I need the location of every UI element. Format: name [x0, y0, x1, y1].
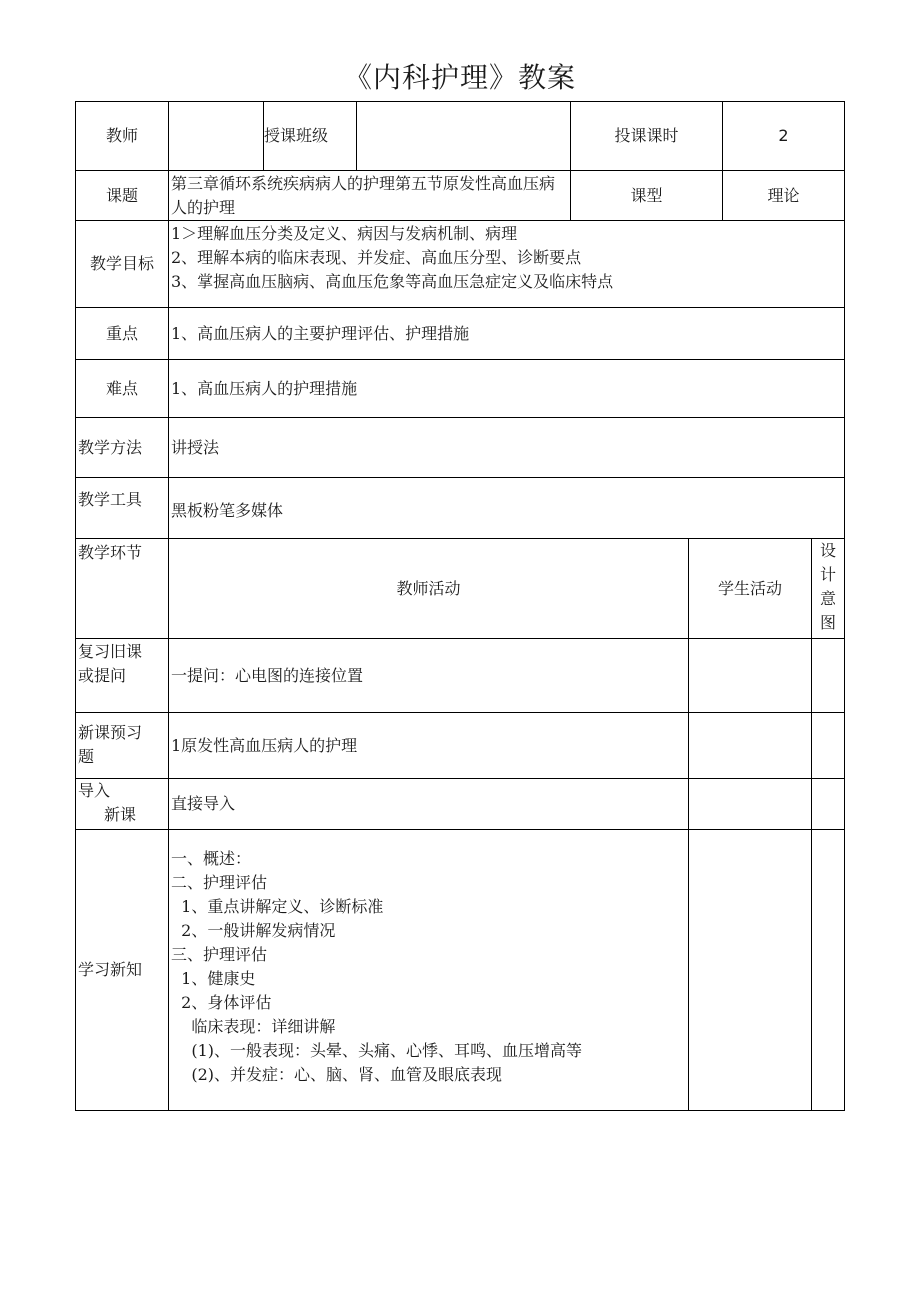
intro-student-cell	[688, 778, 812, 830]
type-value-cell	[722, 170, 845, 221]
design-intent-char: 意	[819, 589, 836, 608]
tools-label: 教学工具	[78, 490, 143, 509]
new-knowledge-line: 1、重点讲解定义、诊断标准	[171, 897, 384, 916]
key-points-cell	[168, 307, 845, 360]
objectives-cell	[168, 220, 845, 308]
method-cell	[168, 417, 845, 478]
preview-student-cell	[688, 712, 812, 779]
new-knowledge-line: (2)、并发症：心、脑、肾、血管及眼底表现	[171, 1065, 503, 1084]
difficulties-label-cell	[75, 359, 169, 418]
new-knowledge-student-cell	[688, 829, 812, 1111]
hours-label: 投课课时	[614, 126, 679, 145]
new-knowledge-cell	[168, 829, 689, 1111]
topic-value-cell	[168, 170, 571, 221]
difficulties-cell	[168, 359, 845, 418]
preview-label-line: 题	[78, 747, 95, 766]
preview-design-cell	[811, 712, 845, 779]
new-knowledge-line: 一、概述：	[171, 849, 252, 868]
review-design-cell	[811, 638, 845, 713]
difficulties-label: 难点	[105, 378, 138, 398]
student-activity-header	[688, 538, 812, 639]
new-knowledge-line: (1)、一般表现：头晕、头痛、心悸、耳鸣、血压增高等	[171, 1041, 583, 1060]
objective-item: 2、理解本病的临床表现、并发症、高血压分型、诊断要点	[171, 248, 582, 267]
topic-label: 课题	[105, 185, 138, 205]
preview-label-cell	[75, 712, 169, 779]
type-label-cell	[570, 170, 723, 221]
preview-value: 1原发性高血压病人的护理	[171, 735, 358, 755]
stage-label: 教学环节	[78, 543, 143, 562]
new-knowledge-line: 二、护理评估	[171, 873, 268, 892]
new-knowledge-line: 临床表现：详细讲解	[171, 1017, 336, 1036]
intro-label-line: 新课	[104, 805, 137, 824]
difficulties-value: 1、高血压病人的护理措施	[171, 378, 358, 398]
hours-value-cell	[722, 101, 845, 171]
new-knowledge-line: 2、身体评估	[171, 993, 272, 1012]
review-value: 一提问：心电图的连接位置	[171, 665, 364, 685]
method-value: 讲授法	[171, 437, 220, 457]
class-label-cell	[263, 101, 357, 171]
topic-label-cell	[75, 170, 169, 221]
new-knowledge-line: 2、一般讲解发病情况	[171, 921, 336, 940]
design-intent-header	[811, 538, 845, 639]
method-label-cell	[75, 417, 169, 478]
teacher-activity-label: 教师活动	[396, 578, 461, 598]
intro-design-cell	[811, 778, 845, 830]
intro-value: 直接导入	[171, 794, 236, 813]
preview-cell	[168, 712, 689, 779]
type-label: 课型	[630, 185, 663, 205]
document-title: 《内科护理》教案	[343, 61, 576, 94]
tools-cell	[168, 477, 845, 539]
teacher-label-cell	[75, 101, 169, 171]
student-activity-label: 学生活动	[717, 578, 782, 598]
hours-label-cell	[570, 101, 723, 171]
intro-cell	[168, 778, 689, 830]
method-label: 教学方法	[78, 437, 143, 457]
objective-item: 3、掌握高血压脑病、高血压危象等高血压急症定义及临床特点	[171, 272, 614, 291]
review-student-cell	[688, 638, 812, 713]
review-label-line: 或提问	[78, 666, 127, 685]
key-points-label: 重点	[105, 323, 138, 343]
review-label-line: 复习旧课	[78, 642, 143, 661]
hours-value: 2	[778, 126, 789, 145]
new-knowledge-line: 1、健康史	[171, 969, 256, 988]
teacher-label: 教师	[105, 126, 138, 145]
new-knowledge-label-cell	[75, 829, 169, 1111]
type-value: 理论	[767, 185, 800, 205]
preview-label-line: 新课预习	[78, 723, 143, 742]
objective-item: 1＞理解血压分类及定义、病因与发病机制、病理	[171, 224, 518, 243]
topic-value: 第三章循环系统疾病病人的护理第五节原发性高血压病人的护理	[171, 174, 556, 217]
class-value-cell	[356, 101, 571, 171]
teacher-activity-header	[168, 538, 689, 639]
intro-label-cell	[75, 778, 169, 830]
key-points-value: 1、高血压病人的主要护理评估、护理措施	[171, 323, 470, 343]
key-points-label-cell	[75, 307, 169, 360]
tools-label-cell	[75, 477, 169, 539]
new-knowledge-design-cell	[811, 829, 845, 1111]
new-knowledge-line: 三、护理评估	[171, 945, 268, 964]
review-cell	[168, 638, 689, 713]
new-knowledge-label: 学习新知	[78, 960, 143, 979]
design-intent-char: 图	[819, 613, 836, 632]
class-label: 授课班级	[264, 126, 329, 145]
objectives-label: 教学目标	[89, 254, 154, 273]
objectives-label-cell	[75, 220, 169, 308]
teacher-value-cell	[168, 101, 264, 171]
stage-label-cell	[75, 538, 169, 639]
intro-label-line: 导入	[78, 781, 111, 800]
design-intent-char: 计	[819, 565, 836, 584]
review-label-cell	[75, 638, 169, 713]
design-intent-char: 设	[819, 541, 836, 560]
tools-value: 黑板粉笔多媒体	[171, 501, 284, 520]
